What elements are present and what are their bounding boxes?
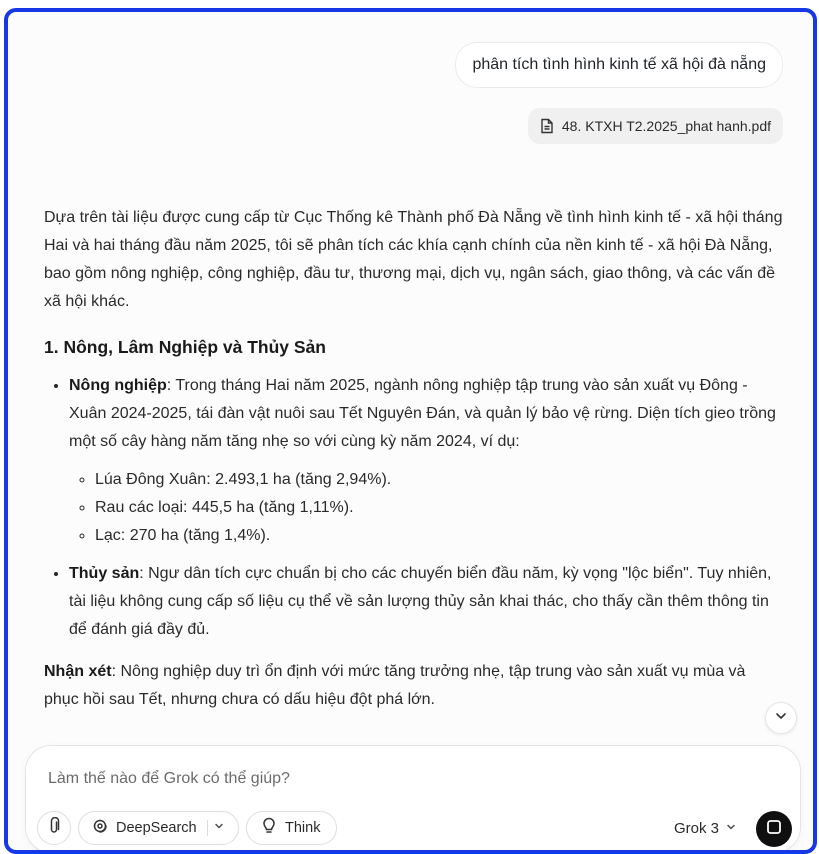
list-item: ◦ Lạc: 270 ha (tăng 1,4%). bbox=[95, 522, 784, 550]
deepsearch-icon bbox=[91, 817, 109, 839]
chat-window bbox=[4, 8, 817, 854]
response-intro: Dựa trên tài liệu được cung cấp từ Cục Thống kê Thành phố Đà Nẵng về tình hình kinh tế - xã hội tháng Hai và hai tháng đầu năm 2025, tôi sẽ phân tích các khía cạnh chính của nền kinh tế - xã hội Đà Nẵng, bao gồm nông nghiệp, công nghiệp, đầu tư, thương mại, dịch vụ, ngân sách, giao thông, và các vấn đề xã hội khác. bbox=[44, 209, 783, 310]
section-heading: 1. Nông, Lâm Nghiệp và Thủy Sản bbox=[44, 337, 326, 357]
list-item bbox=[69, 372, 784, 550]
chevron-down-icon bbox=[725, 820, 737, 837]
model-selector[interactable] bbox=[674, 820, 737, 837]
bullet-text: : Trong tháng Hai năm 2025, ngành nông nghiệp tập trung vào sản xuất vụ Đông - Xuân 2024-2025, tái đàn vật nuôi sau Tết Nguyên Đán, và quản lý bảo vệ rừng. Diện tích gieo trồng một số cây hàng năm tăng nhẹ so với cùng kỳ năm 2024, ví dụ: bbox=[69, 377, 776, 450]
user-message-bubble: phân tích tình hình kinh tế xã hội đà nẵng bbox=[455, 42, 783, 88]
bullet-text: : Ngư dân tích cực chuẩn bị cho các chuyến biển đầu năm, kỳ vọng "lộc biển". Tuy nhiên, tài liệu không cung cấp số liệu cụ thể về sản lượng thủy sản khai thác, cho thấy cần thêm thông tin để đánh giá đầy đủ. bbox=[69, 565, 772, 638]
chevron-down-icon bbox=[774, 709, 788, 728]
send-button[interactable] bbox=[756, 811, 792, 847]
attachment-filename: 48. KTXH T2.2025_phat hanh.pdf bbox=[561, 118, 771, 134]
remark-paragraph bbox=[44, 658, 784, 714]
document-icon bbox=[540, 118, 554, 134]
bullet-title: Nông nghiệp bbox=[69, 377, 167, 394]
deepsearch-label: DeepSearch bbox=[116, 820, 197, 836]
prompt-input[interactable] bbox=[46, 760, 750, 798]
think-label: Think bbox=[285, 820, 321, 836]
think-button[interactable] bbox=[246, 811, 337, 845]
bullet-title: Thủy sản bbox=[69, 565, 140, 582]
attachment-chip[interactable] bbox=[528, 108, 783, 144]
scroll-to-bottom-button[interactable] bbox=[765, 702, 797, 734]
message-composer bbox=[25, 745, 801, 853]
model-label: Grok 3 bbox=[674, 820, 720, 837]
divider bbox=[207, 820, 208, 836]
assistant-response bbox=[44, 204, 784, 732]
lightbulb-icon bbox=[261, 817, 277, 839]
remark-title: Nhận xét bbox=[44, 663, 112, 680]
list-item: ◦ Rau các loại: 445,5 ha (tăng 1,11%). bbox=[95, 494, 784, 522]
remark-text: : Nông nghiệp duy trì ổn định với mức tăng trưởng nhẹ, tập trung vào sản xuất vụ mùa và phục hồi sau Tết, nhưng chưa có dấu hiệu đột phá lớn. bbox=[44, 663, 746, 708]
stop-square-icon bbox=[765, 818, 783, 841]
list-item: ◦ Lúa Đông Xuân: 2.493,1 ha (tăng 2,94%). bbox=[95, 466, 784, 494]
paperclip-icon bbox=[46, 817, 62, 840]
attach-button[interactable] bbox=[37, 811, 71, 845]
chevron-down-icon[interactable] bbox=[213, 820, 225, 836]
deepsearch-button[interactable] bbox=[78, 811, 239, 845]
bullet-list bbox=[44, 372, 784, 644]
sub-bullet-list bbox=[69, 466, 784, 550]
list-item bbox=[69, 560, 784, 644]
